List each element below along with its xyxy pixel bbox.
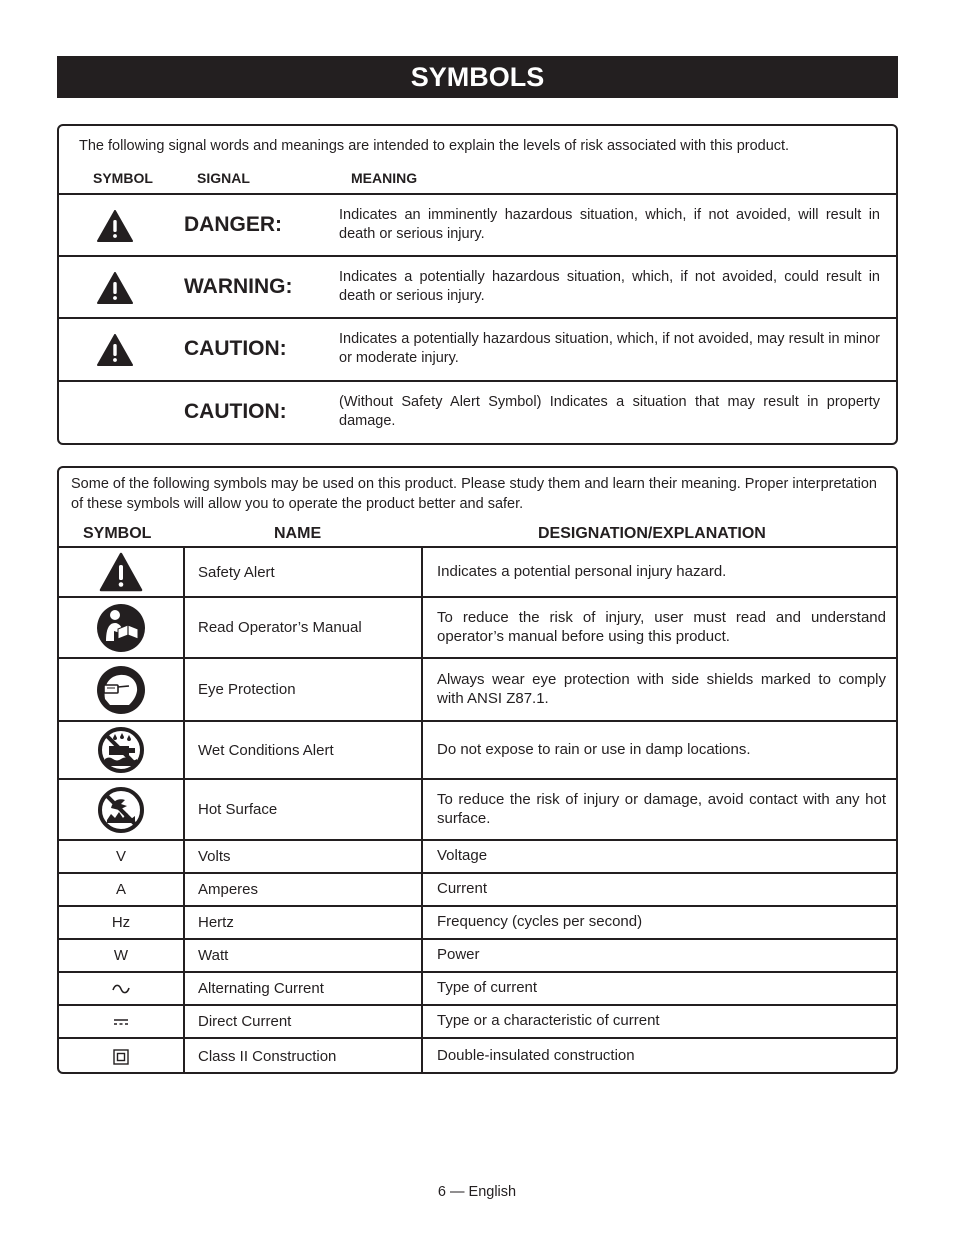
symbol-name: Wet Conditions Alert (183, 722, 421, 778)
symbol-designation: Frequency (cycles per second) (421, 907, 896, 938)
header-symbol: SYMBOL (83, 525, 152, 542)
table-row (59, 546, 896, 596)
symbol-designation: Double-insulated construction (421, 1039, 896, 1074)
symbol-text: Hz (111, 914, 131, 931)
header-meaning: MEANING (351, 170, 418, 186)
symbol-designation: Type of current (421, 973, 896, 1004)
symbol-name: Eye Protection (183, 659, 421, 720)
header-name: NAME (274, 525, 322, 542)
table-row (59, 872, 896, 905)
symbol-designation: Always wear eye protection with side shields marked to comply with ANSI Z87.1. (421, 659, 896, 720)
table-row (59, 596, 896, 657)
signal-word: DANGER: (184, 213, 282, 236)
symbols-intro: Some of the following symbols may be used on this product. Please study them and learn their meaning. Proper interpretation of these symbols will allow you to operate the product better and safer. (71, 476, 877, 512)
warning-triangle-icon (97, 210, 133, 247)
eye-protection-icon (59, 659, 183, 720)
signal-word: WARNING: (184, 275, 293, 298)
signal-row-warning (59, 255, 896, 317)
alternating-current-icon (59, 973, 183, 1004)
symbol-designation: Current (421, 874, 896, 905)
read-manual-icon (59, 598, 183, 657)
symbol-name: Read Operator’s Manual (183, 598, 421, 657)
warning-triangle-icon (97, 334, 133, 371)
symbol-text: W (113, 947, 129, 964)
wet-conditions-icon (59, 722, 183, 778)
signal-row-danger (59, 193, 896, 255)
table-row (59, 905, 896, 938)
symbol-name: Watt (183, 940, 421, 971)
symbol-name: Hot Surface (183, 780, 421, 839)
signal-intro: The following signal words and meanings are intended to explain the levels of risk associated with this product. (79, 138, 790, 154)
table-row (59, 1004, 896, 1037)
header-symbol: SYMBOL (93, 170, 153, 186)
header-signal: SIGNAL (197, 170, 250, 186)
symbol-designation: Voltage (421, 841, 896, 872)
page-title: SYMBOLS (57, 56, 898, 98)
direct-current-icon (59, 1006, 183, 1037)
symbol-text: A (115, 881, 126, 898)
symbol-name: Volts (183, 841, 421, 872)
table-row (59, 778, 896, 839)
symbol-name: Hertz (183, 907, 421, 938)
table-row (59, 938, 896, 971)
class-ii-icon (59, 1039, 183, 1074)
symbol-name: Class II Construction (183, 1039, 421, 1074)
signal-meaning: Indicates a potentially hazardous situation, which, if not avoided, could result in death or serious injury. (339, 269, 880, 304)
signal-word: CAUTION: (184, 400, 287, 423)
symbol-designation: To reduce the risk of injury, user must read and understand operator’s manual before using this product. (421, 598, 896, 657)
signal-row-caution-property (59, 380, 896, 442)
table-row (59, 971, 896, 1004)
page-footer: 6 — English (437, 1184, 517, 1200)
signal-words-box (57, 124, 898, 445)
signal-meaning: (Without Safety Alert Symbol) Indicates a situation that may result in property damage. (339, 394, 880, 429)
table-row (59, 839, 896, 872)
signal-word: CAUTION: (184, 337, 287, 360)
hot-surface-icon (59, 780, 183, 839)
symbol-name: Amperes (183, 874, 421, 905)
symbol-name: Direct Current (183, 1006, 421, 1037)
signal-meaning: Indicates a potentially hazardous situation, which, if not avoided, may result in minor or moderate injury. (339, 331, 880, 366)
table-row (59, 1037, 896, 1074)
symbol-designation: Do not expose to rain or use in damp locations. (421, 722, 896, 778)
table-row (59, 720, 896, 778)
symbol-name: Safety Alert (183, 548, 421, 596)
safety-alert-icon (59, 548, 183, 596)
symbol-designation: To reduce the risk of injury or damage, avoid contact with any hot surface. (421, 780, 896, 839)
symbol-designation: Power (421, 940, 896, 971)
signal-meaning: Indicates an imminently hazardous situation, which, if not avoided, will result in death or serious injury. (339, 207, 880, 242)
signal-row-caution (59, 317, 896, 379)
symbol-designation: Indicates a potential personal injury hazard. (421, 548, 896, 596)
symbols-box (57, 466, 898, 1074)
symbol-text: V (115, 848, 126, 865)
symbol-designation: Type or a characteristic of current (421, 1006, 896, 1037)
warning-triangle-icon (97, 272, 133, 309)
symbol-name: Alternating Current (183, 973, 421, 1004)
header-designation: DESIGNATION/EXPLANATION (538, 525, 766, 542)
table-row (59, 657, 896, 720)
